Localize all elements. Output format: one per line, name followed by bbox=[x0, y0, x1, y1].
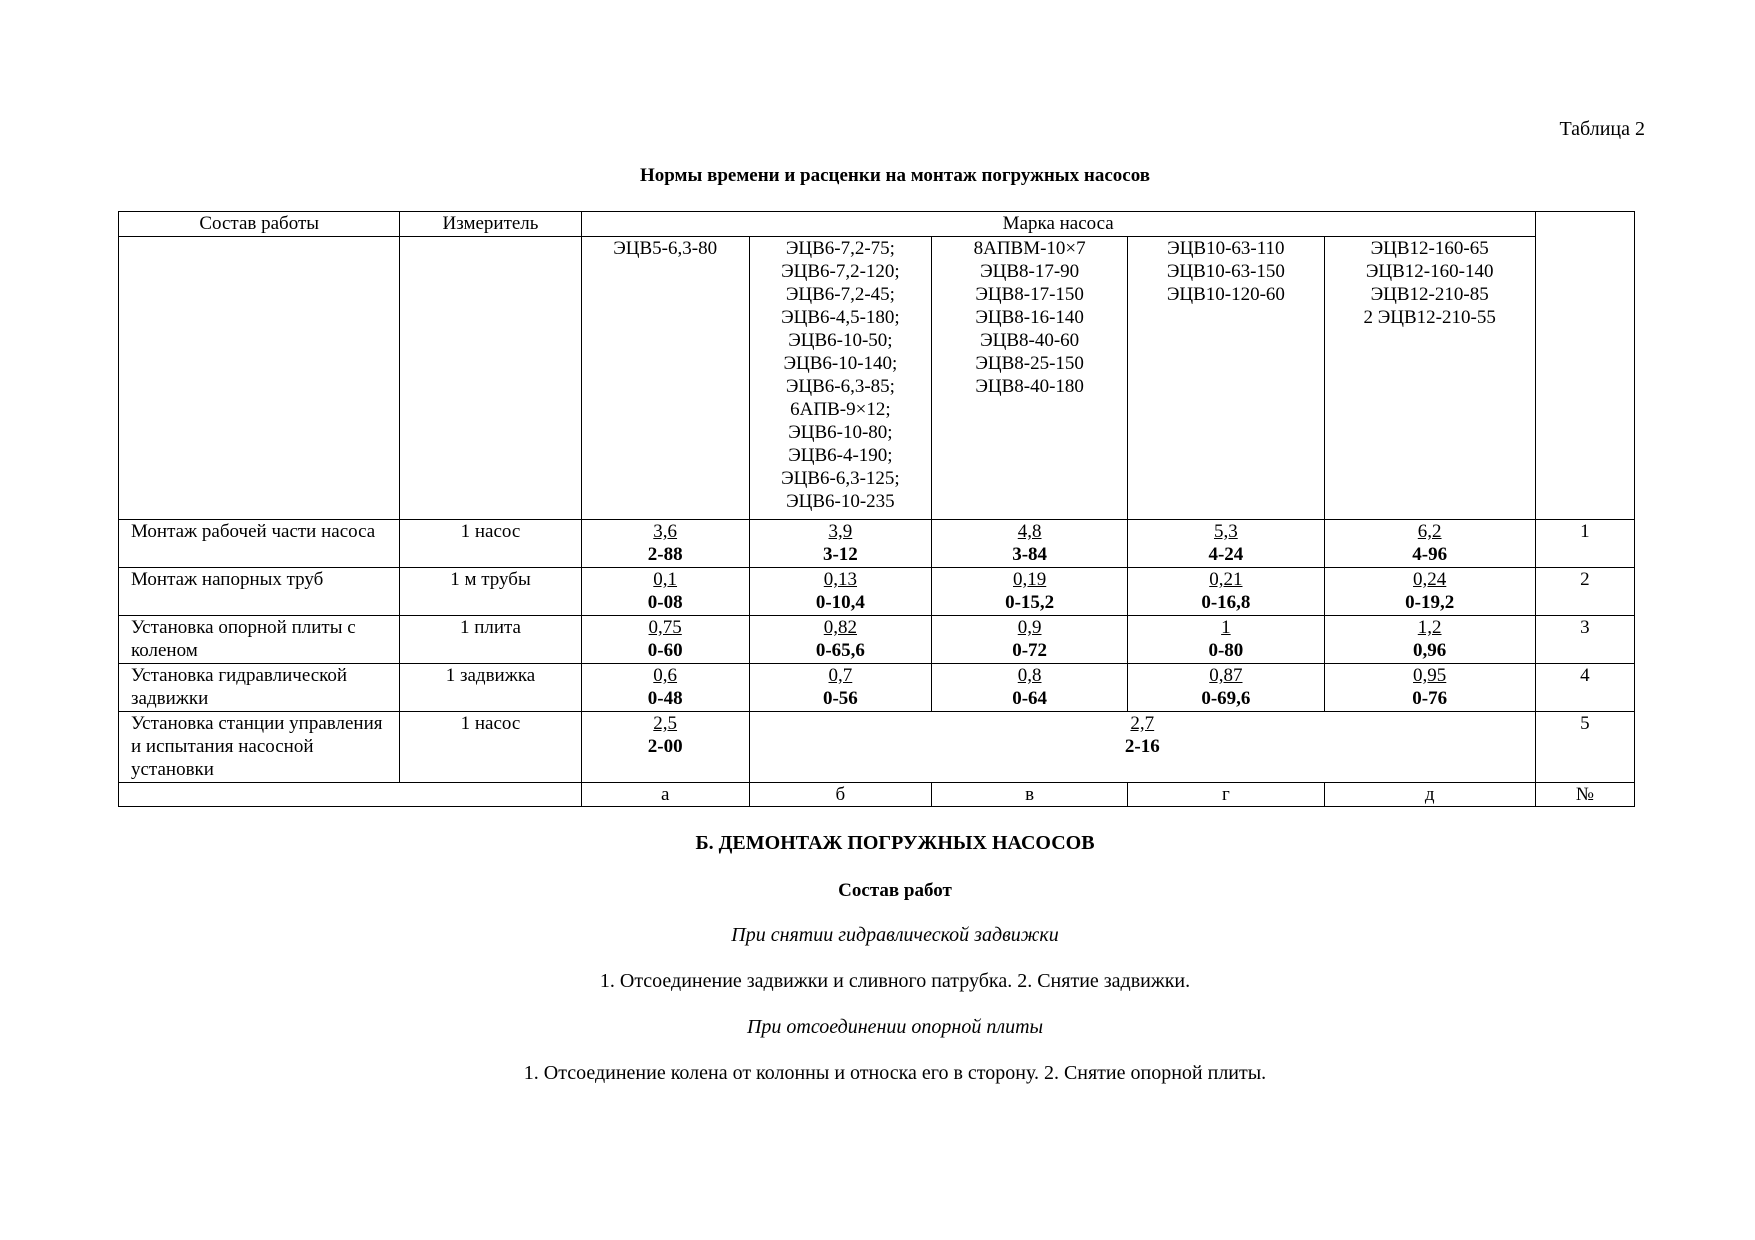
row-cell bbox=[1128, 568, 1324, 616]
row-unit: 1 плита bbox=[400, 616, 581, 664]
pump-brand: ЭЦВ12-210-85 bbox=[1370, 284, 1489, 305]
price-value: 4-24 bbox=[1208, 544, 1244, 565]
row-work: Монтаж рабочей части насоса bbox=[119, 520, 400, 568]
row-cell bbox=[1128, 520, 1324, 568]
footer-col-d: г bbox=[1128, 783, 1324, 807]
pump-brand: ЭЦВ6-10-50; bbox=[788, 330, 893, 351]
row-cell bbox=[581, 616, 749, 664]
row-cell bbox=[749, 520, 931, 568]
header-num-blank bbox=[1535, 212, 1634, 520]
rate-value: 2,7 bbox=[1130, 713, 1155, 734]
row-cell bbox=[749, 568, 931, 616]
pump-brand: ЭЦВ8-25-150 bbox=[975, 353, 1084, 374]
price-value: 2-88 bbox=[647, 544, 683, 565]
header-work: Состав работы bbox=[119, 212, 400, 237]
rate-value: 1 bbox=[1221, 617, 1231, 638]
row-cell bbox=[932, 664, 1128, 712]
row-cell bbox=[932, 520, 1128, 568]
price-value: 0-16,8 bbox=[1201, 592, 1251, 613]
footer-num: № bbox=[1535, 783, 1634, 807]
table-row bbox=[119, 712, 1635, 783]
pump-brand: ЭЦВ8-40-180 bbox=[975, 376, 1084, 397]
footer-row bbox=[119, 783, 1635, 807]
price-value: 0-10,4 bbox=[815, 592, 865, 613]
row-cell bbox=[932, 568, 1128, 616]
price-value: 0-64 bbox=[1012, 688, 1048, 709]
pump-brand: ЭЦВ6-6,3-125; bbox=[781, 468, 900, 489]
row-work: Установка опорной плиты с коленом bbox=[119, 616, 400, 664]
pump-brand: ЭЦВ12-160-140 bbox=[1365, 261, 1494, 282]
row-number: 5 bbox=[1535, 712, 1634, 783]
brands-col-a bbox=[581, 237, 749, 520]
rate-value: 4,8 bbox=[1017, 521, 1042, 542]
section-italic-heading-1: При снятии гидравлической задвижки bbox=[731, 924, 1059, 946]
table-row bbox=[119, 520, 1635, 568]
row-cell bbox=[749, 664, 931, 712]
price-value: 3-12 bbox=[822, 544, 858, 565]
footer-col-a: а bbox=[581, 783, 749, 807]
section-paragraph-2: 1. Отсоединение колена от колонны и относка его в сторону. 2. Снятие опорной плиты. bbox=[523, 1062, 1267, 1084]
pump-brand: ЭЦВ8-17-90 bbox=[980, 261, 1080, 282]
rate-value: 0,82 bbox=[823, 617, 858, 638]
header-brand: Марка насоса bbox=[581, 212, 1535, 237]
row-unit: 1 насос bbox=[400, 520, 581, 568]
pump-brand: ЭЦВ10-120-60 bbox=[1166, 284, 1285, 305]
brands-col-e bbox=[1324, 237, 1535, 520]
brands-unit-blank bbox=[400, 237, 581, 520]
pump-brand: 2 ЭЦВ12-210-55 bbox=[1363, 307, 1496, 328]
row-cell bbox=[932, 616, 1128, 664]
rate-value: 0,75 bbox=[648, 617, 682, 638]
table-row bbox=[119, 664, 1635, 712]
row-unit: 1 м трубы bbox=[400, 568, 581, 616]
rate-value: 0,19 bbox=[1013, 569, 1047, 590]
pump-brand: ЭЦВ6-7,2-120; bbox=[781, 261, 900, 282]
price-value: 0-80 bbox=[1208, 640, 1244, 661]
price-value: 0-19,2 bbox=[1405, 592, 1455, 613]
rate-value: 0,9 bbox=[1017, 617, 1042, 638]
pump-brand: ЭЦВ6-10-80; bbox=[788, 422, 893, 443]
row-number: 1 bbox=[1535, 520, 1634, 568]
pump-brand: ЭЦВ10-63-110 bbox=[1167, 238, 1285, 259]
row-cell bbox=[1128, 664, 1324, 712]
brands-col-c bbox=[932, 237, 1128, 520]
rate-value: 0,6 bbox=[653, 665, 678, 686]
section-paragraph-1: 1. Отсоединение задвижки и сливного патрубка. 2. Снятие задвижки. bbox=[599, 970, 1191, 992]
row-cell bbox=[581, 712, 749, 783]
row-cell bbox=[581, 568, 749, 616]
section-italic-heading-2: При отсоединении опорной плиты bbox=[746, 1016, 1044, 1038]
table-label: Таблица 2 bbox=[1559, 118, 1645, 140]
rate-value: 0,1 bbox=[653, 569, 678, 590]
price-value: 0-65,6 bbox=[815, 640, 865, 661]
rate-value: 3,9 bbox=[828, 521, 853, 542]
row-cell bbox=[749, 616, 931, 664]
pump-brand: ЭЦВ6-4,5-180; bbox=[781, 307, 900, 328]
pump-brand: ЭЦВ6-6,3-85; bbox=[785, 376, 895, 397]
rate-value: 2,5 bbox=[653, 713, 678, 734]
price-value: 0-48 bbox=[647, 688, 683, 709]
price-value: 0-69,6 bbox=[1201, 688, 1251, 709]
footer-col-c: в bbox=[932, 783, 1128, 807]
rate-value: 1,2 bbox=[1417, 617, 1442, 638]
price-value: 0-08 bbox=[647, 592, 683, 613]
price-value: 0-56 bbox=[822, 688, 858, 709]
row-cell bbox=[1324, 616, 1535, 664]
document-title: Нормы времени и расценки на монтаж погружных насосов bbox=[639, 165, 1150, 186]
pump-brand: ЭЦВ5-6,3-80 bbox=[613, 238, 718, 259]
footer-blank bbox=[119, 783, 582, 807]
row-number: 4 bbox=[1535, 664, 1634, 712]
pump-brand: ЭЦВ6-10-235 bbox=[786, 491, 895, 512]
table-row bbox=[119, 616, 1635, 664]
row-cell bbox=[1128, 616, 1324, 664]
pump-brand: ЭЦВ6-7,2-75; bbox=[785, 238, 895, 259]
pump-brand: ЭЦВ8-16-140 bbox=[975, 307, 1084, 328]
row-number: 2 bbox=[1535, 568, 1634, 616]
rate-value: 0,7 bbox=[828, 665, 853, 686]
brands-col-d bbox=[1128, 237, 1324, 520]
price-value: 2-00 bbox=[647, 736, 683, 757]
brands-work-blank bbox=[119, 237, 400, 520]
row-work: Установка гидравлической задвижки bbox=[119, 664, 400, 712]
rate-value: 6,2 bbox=[1417, 521, 1442, 542]
pump-brand: ЭЦВ6-10-140; bbox=[783, 353, 898, 374]
header-unit: Измеритель bbox=[400, 212, 581, 237]
row-cell bbox=[1324, 520, 1535, 568]
price-value: 4-96 bbox=[1412, 544, 1448, 565]
rate-value: 0,87 bbox=[1209, 665, 1243, 686]
price-value: 3-84 bbox=[1012, 544, 1048, 565]
price-value: 0-60 bbox=[647, 640, 683, 661]
row-unit: 1 насос bbox=[400, 712, 581, 783]
brands-col-b bbox=[749, 237, 931, 520]
row-cell bbox=[1324, 568, 1535, 616]
section-subtitle: Состав работ bbox=[838, 880, 952, 901]
rate-value: 0,21 bbox=[1209, 569, 1243, 590]
price-value: 2-16 bbox=[1124, 736, 1160, 757]
row-work: Установка станции управления и испытания насосной установки bbox=[119, 712, 400, 783]
row-unit: 1 задвижка bbox=[400, 664, 581, 712]
pump-brand: ЭЦВ8-17-150 bbox=[975, 284, 1084, 305]
footer-col-b: б bbox=[749, 783, 931, 807]
rate-value: 0,95 bbox=[1413, 665, 1447, 686]
rate-value: 5,3 bbox=[1214, 521, 1238, 542]
pump-brand: 6АПВ-9×12; bbox=[790, 399, 891, 420]
row-work: Монтаж напорных труб bbox=[119, 568, 400, 616]
table-row bbox=[119, 568, 1635, 616]
price-value: 0,96 bbox=[1413, 640, 1447, 661]
pump-brand: ЭЦВ12-160-65 bbox=[1370, 238, 1489, 259]
row-cell bbox=[1324, 664, 1535, 712]
row-number: 3 bbox=[1535, 616, 1634, 664]
row-cell bbox=[581, 520, 749, 568]
rate-value: 0,13 bbox=[823, 569, 858, 590]
row-cell-merged bbox=[749, 712, 1535, 783]
rate-value: 0,8 bbox=[1017, 665, 1042, 686]
norms-table bbox=[118, 211, 1635, 807]
price-value: 0-15,2 bbox=[1005, 592, 1055, 613]
pump-brand: ЭЦВ10-63-150 bbox=[1166, 261, 1285, 282]
section-title: Б. ДЕМОНТАЖ ПОГРУЖНЫХ НАСОСОВ bbox=[695, 832, 1095, 854]
price-value: 0-72 bbox=[1012, 640, 1048, 661]
row-cell bbox=[581, 664, 749, 712]
pump-brand: 8АПВМ-10×7 bbox=[973, 238, 1086, 259]
pump-brand: ЭЦВ6-7,2-45; bbox=[785, 284, 895, 305]
pump-brand: ЭЦВ8-40-60 bbox=[980, 330, 1080, 351]
rate-value: 3,6 bbox=[653, 521, 678, 542]
footer-col-e: д bbox=[1324, 783, 1535, 807]
pump-brand: ЭЦВ6-4-190; bbox=[788, 445, 893, 466]
price-value: 0-76 bbox=[1412, 688, 1448, 709]
rate-value: 0,24 bbox=[1413, 569, 1447, 590]
